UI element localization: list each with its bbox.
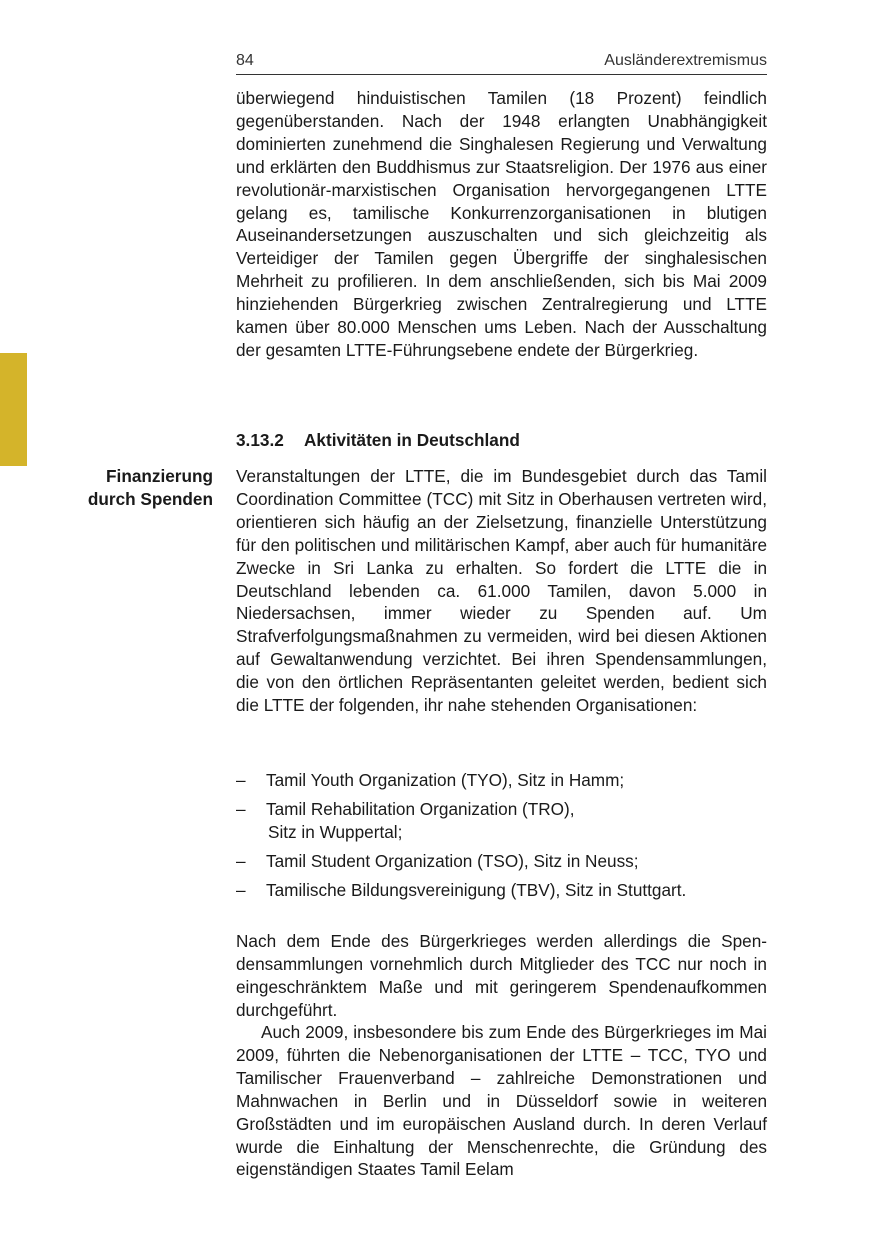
- page-number: 84: [236, 52, 254, 69]
- paragraph-2009-text: Auch 2009, insbesondere bis zum Ende des Bürgerkrieges im Mai 2009, führten die Nebenorganisationen der LTTE – TCC, TYO und Tamilischer Frauenverband – zahlreiche Demonstrationen und Mahnwachen in Berlin und in Düsseldorf sowie in weiteren Großstädten und im europäischen Ausland durch. In deren Verlauf wurde die Einhaltung der Menschenrechte, die Gründung des eigenständigen Staates Tamil Eelam: [236, 1022, 767, 1180]
- list-item-text: Tamilische Bildungsvereinigung (TBV), Sitz in Stuttgart.: [266, 879, 687, 900]
- activities-paragraph-text: Veranstaltungen der LTTE, die im Bundesgebiet durch das Tamil Coordination Committee (TCC) mit Sitz in Oberhausen vertreten wird, orientieren sich häufig an der Zielsetzung, finanzielle Unterstützung für den politischen und militärischen Kampf, aber auch für humanitäre Zwecke in Sri Lanka zu erhalten. So fordert die LTTE die in Deutschland lebenden ca. 61.000 Tamilen, davon 5.000 in Niedersachsen, immer wieder zu Spenden auf. Um Strafverfolgungsmaßnahmen zu vermeiden, wird bei diesen Aktionen auf Gewaltanwendung verzichtet. Bei ihren Spendensammlungen, die von den örtlichen Repräsentanten geleitet werden, bedient sich die LTTE der folgenden, ihr nahe stehenden Organisationen:: [236, 466, 767, 716]
- organization-list: [236, 769, 767, 908]
- list-item-text: Tamil Student Organization (TSO), Sitz in Neuss;: [266, 850, 639, 871]
- list-item: [236, 798, 767, 844]
- list-item-text: Tamil Youth Organization (TYO), Sitz in Hamm;: [266, 770, 625, 790]
- section-number: 3.13.2: [236, 430, 284, 450]
- intro-paragraph-text: überwiegend hinduistischen Tamilen (18 Prozent) feindlich gegenüberstanden. Nach der 1948 erlangten Unabhängigkeit dominierten zunehmend die Singhalesen Regierung und Verwaltung und erklärten den Buddhismus zur Staatsreligion. Der 1976 aus einer revolutionär-marxistischen Organisation hervorgegangenen LTTE gelang es, tamilische Konkurrenzorganisationen in blutigen Auseinandersetzungen auszuschalten und sich gleichzeitig als Verteidiger der Tamilen gegen Übergriffe der singhalesischen Mehrheit zu profilieren. In dem anschließenden, sich bis Mai 2009 hinziehenden Bürgerkrieg zwischen Zentralregierung und LTTE kamen über 80.000 Menschen ums Leben. Nach der Ausschaltung der gesamten LTTE-Führungsebene endete der Bürgerkrieg.: [236, 88, 767, 360]
- list-item: [236, 850, 767, 873]
- list-dash: –: [236, 770, 246, 790]
- margin-note-line-2: durch Spenden: [87, 488, 213, 509]
- paragraph-2009: [236, 1021, 767, 1181]
- intro-paragraph: [236, 87, 767, 362]
- section-title: Aktivitäten in Deutschland: [304, 430, 520, 450]
- list-item-continuation: Sitz in Wuppertal;: [268, 821, 403, 842]
- list-dash: –: [236, 850, 246, 871]
- chapter-color-tab: [0, 353, 27, 466]
- list-item: [236, 879, 767, 902]
- list-item: [236, 769, 767, 792]
- margin-note: [88, 465, 213, 511]
- list-dash: –: [236, 879, 246, 900]
- running-header: [236, 50, 767, 75]
- activities-paragraph: [236, 465, 767, 717]
- list-item-text: Tamil Rehabilitation Organization (TRO),: [266, 798, 575, 819]
- chapter-title: Ausländerextremismus: [604, 52, 767, 69]
- after-list-paragraph-text: Nach dem Ende des Bürgerkrieges werden allerdings die Spendensammlungen vornehmlich durch Mitglieder des TCC nur noch in eingeschränktem Maße und mit geringerem Spendenaufkommen durchgeführt.: [236, 931, 767, 1020]
- list-dash: –: [236, 798, 246, 819]
- margin-note-line-1: Finanzierung: [106, 466, 213, 486]
- after-list-paragraph: [236, 930, 767, 1022]
- section-heading: [236, 430, 520, 451]
